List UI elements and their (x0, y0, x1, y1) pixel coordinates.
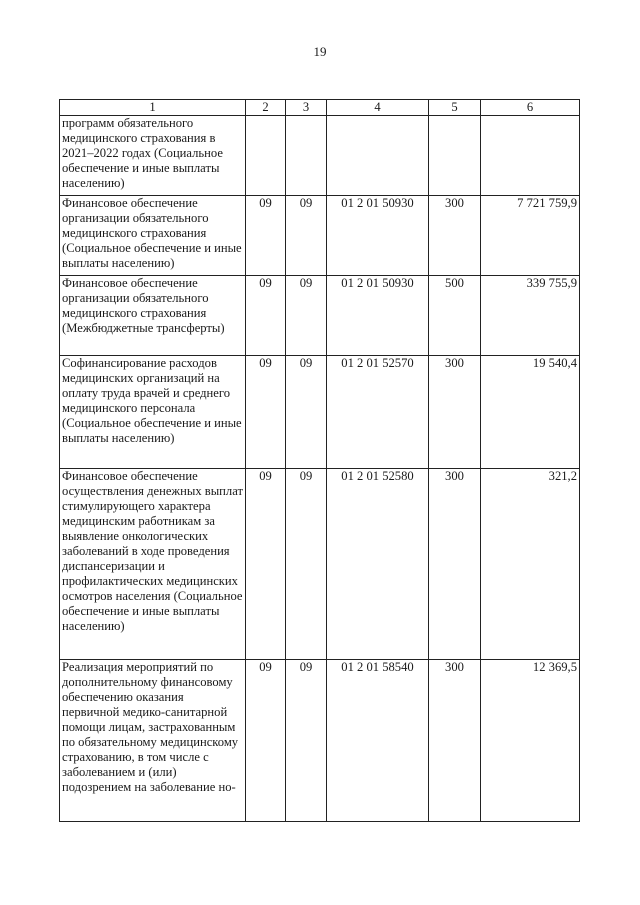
column-header: 6 (481, 100, 580, 116)
target-article-code: 01 2 01 52580 (327, 469, 429, 660)
column-header: 1 (60, 100, 246, 116)
column-header: 5 (429, 100, 481, 116)
subsection-code: 09 (286, 469, 327, 660)
budget-table (59, 99, 580, 822)
expense-name: программ обязательного медицинского страхования в 2021–2022 годах (Социальное обеспечение и иные выплаты населению) (60, 116, 246, 196)
expense-name: Реализация мероприятий по дополнительному финансовому обеспечению оказания первичной медико-санитарной помощи лицам, застрахованным по обязательному медицинскому страхованию, в том числе с заболеванием и (или) подозрением на заболевание но- (60, 660, 246, 822)
section-code: 09 (246, 356, 286, 469)
expense-type-code: 300 (429, 660, 481, 822)
table-row (60, 356, 580, 469)
section-code: 09 (246, 196, 286, 276)
subsection-code: 09 (286, 356, 327, 469)
column-header: 2 (246, 100, 286, 116)
expense-type-code: 500 (429, 276, 481, 356)
amount: 12 369,5 (481, 660, 580, 822)
expense-name: Финансовое обеспечение организации обязательного медицинского страхования (Социальное обеспечение и иные выплаты населению) (60, 196, 246, 276)
expense-type-code: 300 (429, 356, 481, 469)
section-code (246, 116, 286, 196)
expense-name: Софинансирование расходов медицинских организаций на оплату труда врачей и среднего медицинского персонала (Социальное обеспечение и иные выплаты населению) (60, 356, 246, 469)
section-code: 09 (246, 469, 286, 660)
subsection-code: 09 (286, 660, 327, 822)
amount: 339 755,9 (481, 276, 580, 356)
header-row (60, 100, 580, 116)
expense-type-code: 300 (429, 469, 481, 660)
table-row (60, 196, 580, 276)
expense-name: Финансовое обеспечение осуществления денежных выплат стимулирующего характера медицинским работникам за выявление онкологических заболеваний в ходе проведения диспансеризации и профилактических медицинских осмотров населения (Социальное обеспечение и иные выплаты населению) (60, 469, 246, 660)
subsection-code: 09 (286, 276, 327, 356)
target-article-code: 01 2 01 52570 (327, 356, 429, 469)
subsection-code: 09 (286, 196, 327, 276)
section-code: 09 (246, 276, 286, 356)
amount (481, 116, 580, 196)
target-article-code: 01 2 01 50930 (327, 196, 429, 276)
target-article-code: 01 2 01 58540 (327, 660, 429, 822)
table-row (60, 276, 580, 356)
table-row (60, 660, 580, 822)
column-header: 3 (286, 100, 327, 116)
amount: 19 540,4 (481, 356, 580, 469)
subsection-code (286, 116, 327, 196)
table-row (60, 116, 580, 196)
target-article-code (327, 116, 429, 196)
target-article-code: 01 2 01 50930 (327, 276, 429, 356)
table-row (60, 469, 580, 660)
column-header: 4 (327, 100, 429, 116)
page-number: 19 (313, 44, 327, 59)
expense-type-code: 300 (429, 196, 481, 276)
expense-name: Финансовое обеспечение организации обязательного медицинского страхования (Межбюджетные трансферты) (60, 276, 246, 356)
expense-type-code (429, 116, 481, 196)
amount: 321,2 (481, 469, 580, 660)
amount: 7 721 759,9 (481, 196, 580, 276)
section-code: 09 (246, 660, 286, 822)
